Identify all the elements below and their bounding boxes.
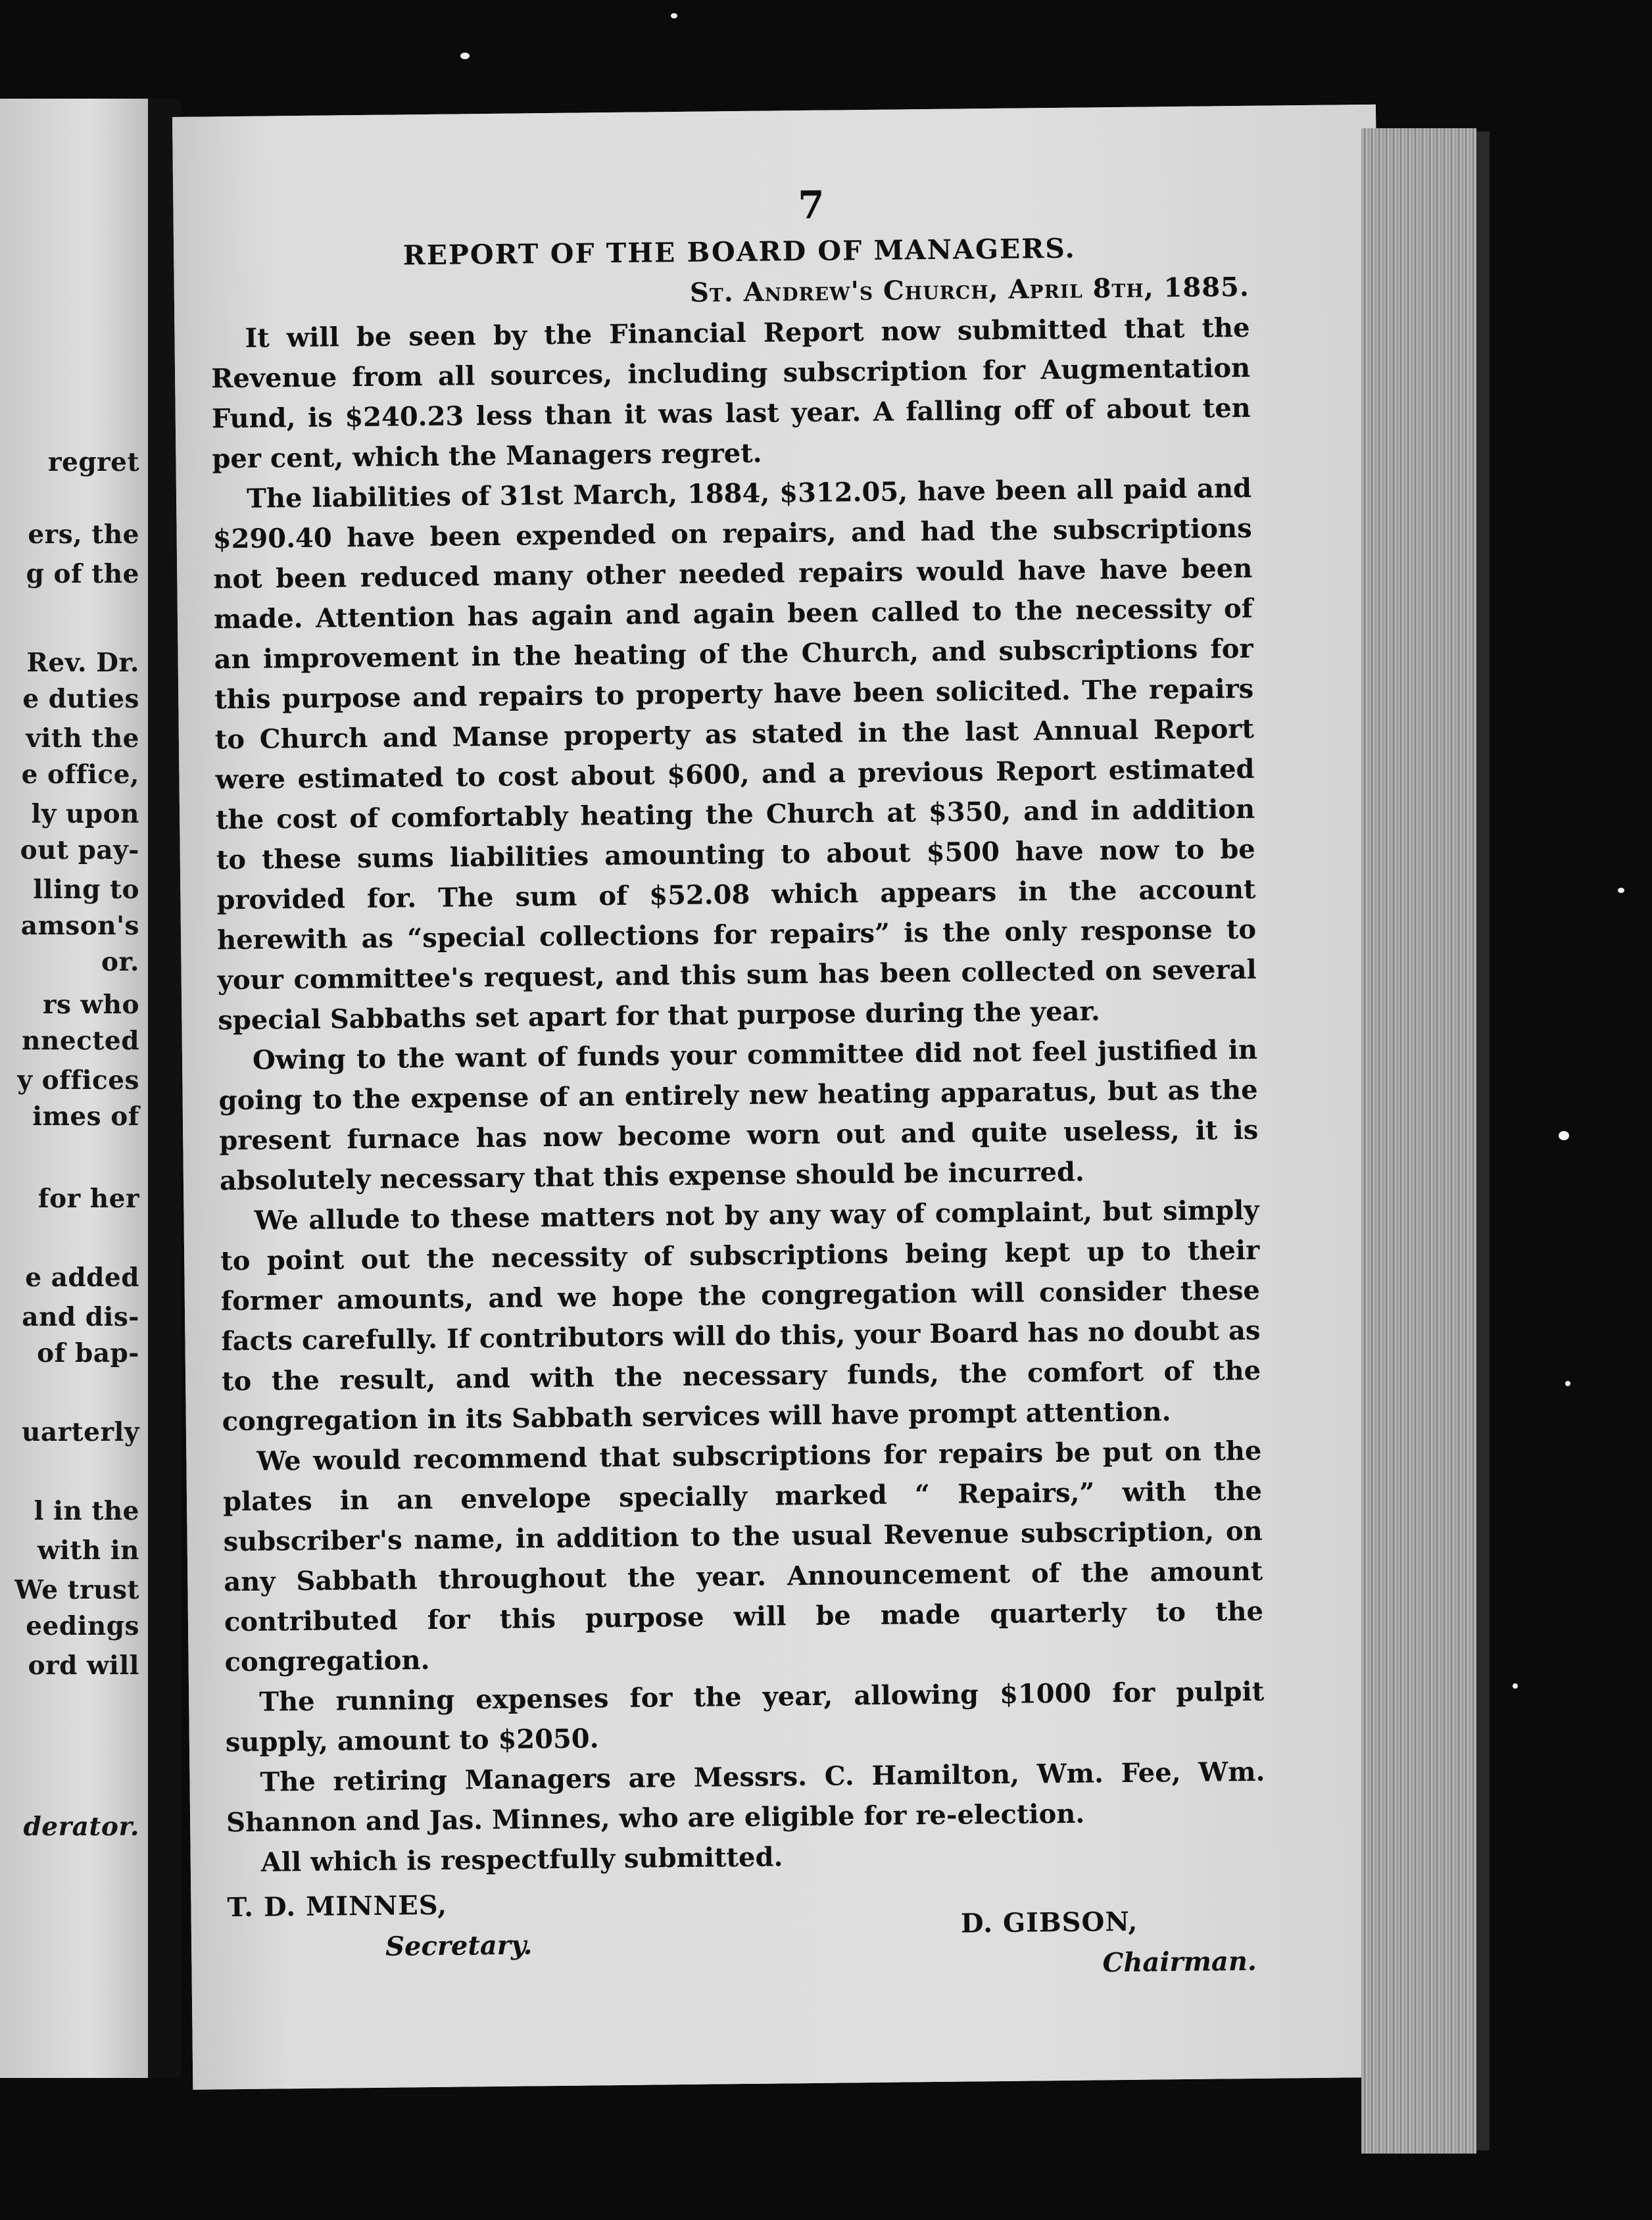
paragraph-allude: We allude to these matters not by any way of complaint, but simply to point out the necessity of subscriptions being kept up to their former amounts, and we hope the congregation will consider these facts carefully. If contributors will do this, your Board has no doubt as to the result, and with the necessary funds, the comfort of the congregation in its Sabbath services will have prompt attention. (220, 1194, 1261, 1437)
scan-speck (1513, 1683, 1518, 1689)
left-page-line: of bap- (37, 1338, 139, 1368)
page-edges (1361, 128, 1476, 2154)
left-page-line: Rev. Dr. (26, 648, 139, 678)
chairman-title: Chairman. (1102, 1945, 1257, 1979)
left-page-line: nnected (22, 1026, 139, 1056)
page-text-block (209, 178, 1267, 2004)
paragraph-heating: Owing to the want of funds your committee did not feel justified in going to the expense of an entirely new heating apparatus, but as the present furnace has now become worn out and quite useless, it is absolutely necessary that this expense should be incurred. (218, 1034, 1259, 1197)
left-page-line: ord will (28, 1651, 139, 1681)
left-page-line: e added (25, 1263, 139, 1293)
scan-speck (1618, 888, 1624, 893)
left-page-fragment (0, 99, 151, 2078)
scan-speck (460, 53, 470, 59)
left-page-line: ers, the (28, 519, 139, 550)
paragraph-recommend: We would recommend that subscriptions for repairs be put on the plates in an envelope specially marked “ Repairs,” with the subscriber's name, in addition to the usual Revenue subscription, on any Sabbath throughout the year. Announcement of the amount contributed for this purpose will be made quarterly to the congregation. (222, 1435, 1264, 1678)
left-page-line: y offices (17, 1065, 139, 1096)
left-page-line: for her (37, 1184, 139, 1214)
left-page-line: lling to (33, 875, 139, 905)
paragraph-revenue: It will be seen by the Financial Report now submitted that the Revenue from all sources, including subscription for Augmentation Fund, is $240.23 less than it was last year. A falling off of about ten per cent, which the Managers regret. (210, 312, 1251, 475)
left-page-line: vith the (26, 723, 139, 754)
page-edge-shadow (1476, 132, 1490, 2150)
left-page-line: and dis- (22, 1302, 139, 1332)
left-page-line: ly upon (31, 799, 139, 829)
scan-speck (671, 13, 677, 18)
left-page-line: g of the (26, 559, 139, 589)
left-page-line: rs who (42, 990, 139, 1020)
left-page-line: or. (101, 947, 139, 977)
left-page-line: eedings (26, 1611, 139, 1641)
left-page-line: We trust (14, 1575, 139, 1605)
report-heading: REPORT OF THE BOARD OF MANAGERS. (402, 232, 1076, 272)
paragraph-submitted: All which is respectfully submitted. (260, 1841, 783, 1878)
left-page-line: e duties (22, 684, 139, 714)
left-page-line: l in the (34, 1496, 139, 1526)
scan-speck (1559, 1131, 1569, 1140)
left-page-line: derator. (23, 1812, 139, 1842)
signature-block (227, 1881, 1267, 2004)
left-page-line: amson's (20, 911, 139, 941)
left-page-line: out pay- (20, 835, 139, 865)
left-page-line: imes of (32, 1101, 139, 1132)
dateline: St. Andrew's Church, April 8th, 1885. (689, 271, 1250, 308)
secretary-name: T. D. MINNES, (227, 1889, 448, 1923)
left-page-line: regret (47, 447, 139, 477)
left-page-line: uarterly (21, 1417, 139, 1447)
paragraph-retiring: The retiring Managers are Messrs. C. Hamilton, Wm. Fee, Wm. Shannon and Jas. Minnes, who are eligible for re-election. (226, 1756, 1265, 1839)
paragraph-liabilities: The liabilities of 31st March, 1884, $312.05, have been all paid and $290.40 have been expended on repairs, and had the subscriptions not been reduced many other needed repairs would have have been made. Attention has again and again been called to the necessity of an improvement in the heating of the Church, and subscriptions for this purpose and repairs to property have been solicited. The repairs to Church and Manse property as stated in the last Annual Report were estimated to cost about $600, and a previous Report estimated the cost of comfortably heating the Church at $350, and in addition to these sums liabilities amounting to about $500 have now to be provided for. The sum of $52.08 which appears in the account herewith as “special collections for repairs” is the only response to your committee's request, and this sum has been collected on several special Sabbaths set apart for that purpose during the year. (212, 472, 1257, 1036)
right-page (172, 105, 1396, 2090)
left-page-line: e office, (21, 760, 139, 790)
chairman-name: D. GIBSON, (960, 1906, 1138, 1939)
left-page-line: with in (37, 1535, 139, 1566)
page-number: 7 (797, 182, 825, 228)
secretary-title: Secretary. (385, 1929, 533, 1962)
scan-speck (1565, 1381, 1570, 1386)
paragraph-expenses: The running expenses for the year, allowing $1000 for pulpit supply, amount to $2050. (225, 1676, 1265, 1758)
